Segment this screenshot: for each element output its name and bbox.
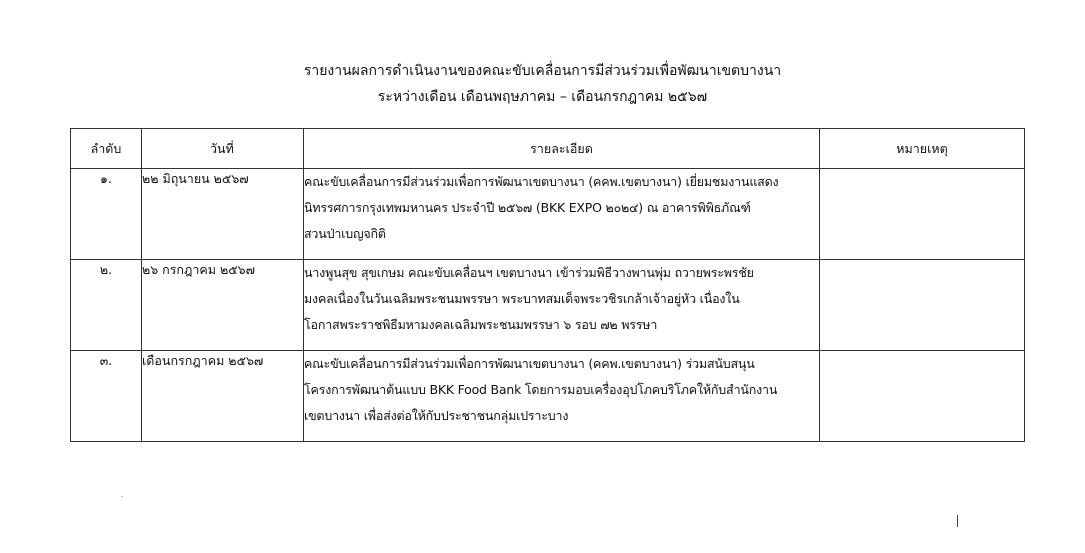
detail-line: สวนป่าเบญจกิติ [304,226,386,241]
table-row [71,169,1025,260]
row-remark [820,351,1025,442]
detail-line: เขตบางนา เพื่อส่งต่อให้กับประชาชนกลุ่มเปราะบาง [304,408,569,423]
table-row [71,260,1025,351]
row-detail [304,351,820,442]
header-no: ลำดับ [71,129,142,169]
scan-speck [121,496,123,497]
header-date: วันที่ [142,129,304,169]
detail-line: มงคลเนื่องในวันเฉลิมพระชนมพรรษา พระบาทสมเด็จพระวชิรเกล้าเจ้าอยู่หัว เนื่องใน [304,291,740,306]
detail-line: โครงการพัฒนาต้นแบบ BKK Food Bank โดยการมอบเครื่องอุปโภคบริโภคให้กับสำนักงาน [304,382,778,397]
row-detail [304,260,820,351]
row-date: ๒๒ มิถุนายน ๒๕๖๗ [142,169,304,260]
report-title: รายงานผลการดำเนินงานของคณะขับเคลื่อนการมีส่วนร่วมเพื่อพัฒนาเขตบางนา [303,63,782,79]
detail-line: คณะขับเคลื่อนการมีส่วนร่วมเพื่อการพัฒนาเขตบางนา (คคพ.เขตบางนา) ร่วมสนับสนุน [304,356,755,371]
row-no: ๓. [71,351,142,442]
row-detail [304,169,820,260]
report-period: ระหว่างเดือน เดือนพฤษภาคม – เดือนกรกฎาคม ๒๕๖๗ [377,89,708,105]
header-detail: รายละเอียด [304,129,820,169]
report-table [70,128,1025,442]
row-no: ๒. [71,260,142,351]
row-no: ๑. [71,169,142,260]
row-date: เดือนกรกฎาคม ๒๕๖๗ [142,351,304,442]
detail-line: นิทรรศการกรุงเทพมหานคร ประจำปี ๒๕๖๗ (BKK EXPO ๒๐๒๔) ณ อาคารพิพิธภัณฑ์ [304,200,751,215]
row-date: ๒๖ กรกฎาคม ๒๕๖๗ [142,260,304,351]
detail-line: คณะขับเคลื่อนการมีส่วนร่วมเพื่อการพัฒนาเขตบางนา (คคพ.เขตบางนา) เยี่ยมชมงานแสดง [304,174,779,189]
scan-mark [957,515,958,527]
table-row [71,351,1025,442]
row-remark [820,260,1025,351]
table-header-row [71,129,1025,169]
detail-line: โอกาสพระราชพิธีมหามงคลเฉลิมพระชนมพรรษา ๖ รอบ ๗๒ พรรษา [304,317,658,332]
row-remark [820,169,1025,260]
detail-line: นางพูนสุข สุขเกษม คณะขับเคลื่อนฯ เขตบางนา เข้าร่วมพิธีวางพานพุ่ม ถวายพระพรชัย [304,265,754,280]
header-remark: หมายเหตุ [820,129,1025,169]
